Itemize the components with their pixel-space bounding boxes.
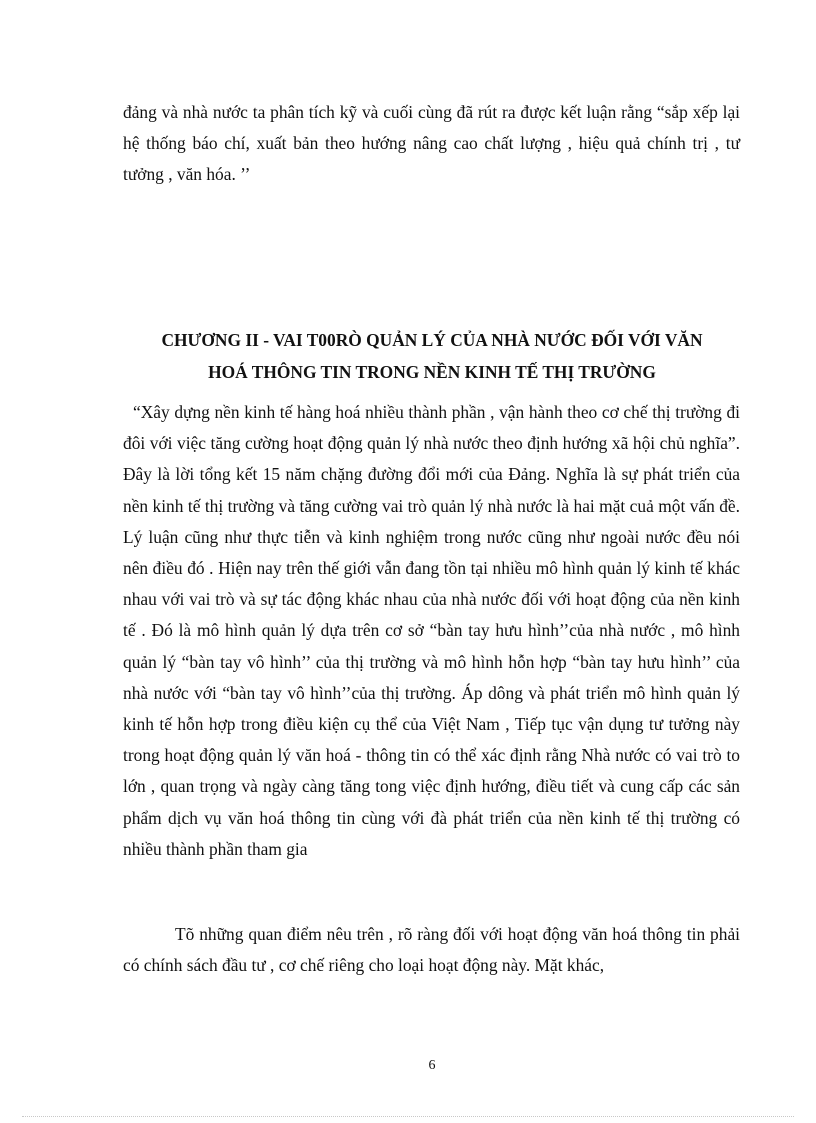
body-paragraph: “Xây dựng nền kinh tế hàng hoá nhiều thành phần , vận hành theo cơ chế thị trường đi đôi với việc tăng cường hoạt động quản lý nhà nước theo định hướng xã hội chủ nghĩa”. Đây là lời tổng kết 15 năm chặng đường đổi mới của Đảng. Nghĩa là sự phát triển của nền kinh tế thị trường và tăng cường vai trò quản lý nhà nước là hai mặt cuả một vấn đề. Lý luận cũng như thực tiễn và kinh nghiệm trong nước cũng như ngoài nước đều nói nên điều đó . Hiện nay trên thế giới vẫn đang tồn tại nhiều mô hình quản lý kinh tế khác nhau với vai trò và sự tác động khác nhau của nhà nước đối với hoạt động của nền kinh tế . Đó là mô hình quản lý dựa trên cơ sở “bàn tay hưu hình’’của nhà nước , mô hình quản lý “bàn tay vô hình’’ của thị trường và mô hình hỗn hợp “bàn tay hưu hình’’ của nhà nước với “bàn tay vô hình’’của thị trường. Áp dông và phát triển mô hình quản lý kinh tế hỗn hợp trong điều kiện cụ thể của Việt Nam , Tiếp tục vận dụng tư tưởng này trong hoạt động quản lý văn hoá - thông tin có thể xác định rằng Nhà nước có vai trò to lớn , quan trọng và ngày càng tăng tong việc định hướng, điều tiết và cung cấp các sản phẩm dịch vụ văn hoá thông tin cùng với đà phát triển của nền kinh tế thị trường có nhiều thành phần tham gia <box>123 402 740 859</box>
chapter-heading-line-2: HOÁ THÔNG TIN TRONG NỀN KINH TẾ THỊ TRƯỜNG <box>208 361 656 382</box>
page-bottom-divider <box>22 1116 794 1117</box>
chapter-heading-line-1: CHƯƠNG II - VAI T00RÒ QUẢN LÝ CỦA NHÀ NƯỚC ĐỐI VỚI VĂN <box>161 330 703 350</box>
body-paragraph: Tõ những quan điểm nêu trên , rõ ràng đối với hoạt động văn hoá thông tin phải có chính sách đầu tư , cơ chế riêng cho loại hoạt động này. Mặt khác, <box>123 924 740 976</box>
chapter-heading <box>96 325 768 389</box>
body-paragraph: đảng và nhà nước ta phân tích kỹ và cuối cùng đã rút ra được kết luận rằng “sắp xếp lại hệ thống báo chí, xuất bản theo hướng nâng cao chất lượng , hiệu quả chính trị , tư tưởng , văn hóa. ’’ <box>123 102 740 185</box>
page-number: 6 <box>428 1058 436 1073</box>
